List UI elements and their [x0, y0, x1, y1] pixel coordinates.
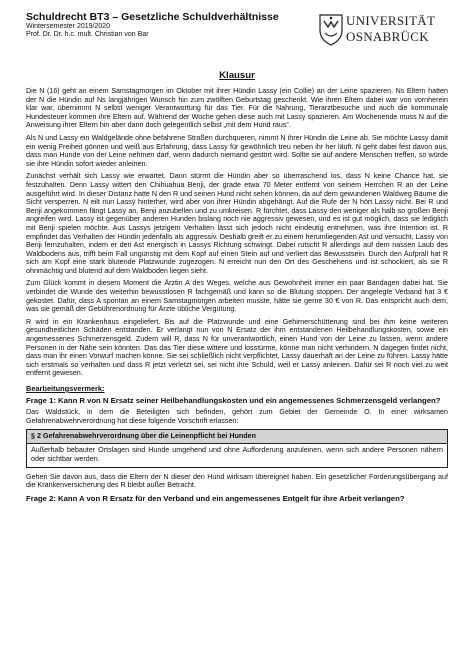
- semester-label: Wintersemester 2019/2020: [26, 23, 111, 30]
- course-title: Schuldrecht BT3 – Gesetzliche Schuldverhältnisse: [26, 11, 279, 23]
- page-header: [26, 11, 448, 51]
- assumption-note: Gehen Sie davon aus, dass die Eltern der N dieser den Hund wirksam übereignet haben. Ein gesetzlicher Forderungsübergang auf die Krankenversicherung des R bleibt außer Betracht.: [26, 472, 448, 490]
- crest-icon: [318, 12, 344, 46]
- university-logo: [318, 12, 448, 48]
- question-1: Frage 1: Kann R von N Ersatz seiner Heilbehandlungskosten und ein angemessenes Schmerzensgeld verlangen?: [26, 396, 441, 405]
- question-1-context: Das Waldstück, in dem die Beteiligten sich befinden, gehört zum Gebiet der Gemeinde O. In einer wirksamen Gefahrenabwehrverordnung hat diese folgende Vorschrift erlassen:: [26, 408, 448, 425]
- paragraph: Zum Glück kommt in diesem Moment die Ärztin A des Weges, welche aus Gewohnheit immer ein paar Bandagen dabei hat. Sie verbindet die Wunde des weiterhin bewusstlosen R fachgemäß und kann so die Blutung stoppen. Der angelegte Verband hat 3 € gekostet. Dafür, dass A spontan an einem Samstagmorgen arbeiten musste, hätte sie gerne 30 € von R. Das entspricht auch dem, was sie gemäß der Gebührenordnung für Ärzte übliche Vergütung.: [26, 279, 448, 314]
- logo-wordmark-line2: OSNABRÜCK: [346, 29, 429, 44]
- regulation-text: Außerhalb bebauter Ortslagen sind Hunde umgehend und ohne Aufforderung anzuleinen, wenn sich andere Personen nähern oder sichtbar werden.: [31, 446, 443, 463]
- document-title: Klausur: [219, 70, 255, 81]
- professor-label: Prof. Dr. Dr. h.c. mult. Christian von Bar: [26, 31, 149, 39]
- paragraph: Als N und Lassy ein Waldgelände ohne befahrene Straßen durchqueren, nimmt N ihrer Hündin die Leine ab. Sie möchte Lassy damit ein wenig Freiheit gönnen und weiß aus Erfahrung, dass Lassy für gewöhnlich treu neben ihr her läuft. N geht dabei fest davon aus, dass man Hunde von der Leine nehmen darf, wenn dadurch niemand gestört wird. Sollte sie auf andere Menschen treffen, so würde sie ihre Hündin sofort wieder anleinen.: [26, 133, 448, 168]
- question-2: Frage 2: Kann A von R Ersatz für den Verband und ein angemessenes Entgelt für ihre Arbeit verlangen?: [26, 493, 405, 503]
- logo-wordmark-line1: UNIVERSITÄT: [346, 13, 436, 28]
- bearbeitungsvermerk-heading: Bearbeitungsvermerk:: [26, 384, 105, 393]
- paragraph: Die N (16) geht an einem Samstagmorgen im Oktober mit ihrer Hündin Lassy (ein Collie) an der Leine spazieren. Ns Eltern hatten der N die Hündin auf Ns langjährigen Wunsch hin zum zwölften Geburtstag geschenkt. Wie ihren Eltern dabei war von vornherein klar war, übernimmt N selbst weniger Verantwortung für das Tier. Für die Nahrung, Tierarztbesuche und auch die kommunale Hundesteuer kommen ihre Eltern auf. Während der Woche gehen diese auch mit Lassy spazieren. Am Wochenende muss N auf die Anweisung ihrer Eltern hin aber dann doch gelegentlich selbst „mit dem Hund raus“.: [26, 87, 448, 130]
- regulation-box: [26, 429, 448, 467]
- paragraph: R wird in ein Krankenhaus eingeliefert. Bis auf die Platzwunde und eine Gehirnerschütterung sind bei ihm keine weiteren gesundheitlichen Schäden entstanden. Er verlangt nun von N Ersatz der ihm entstandenen Heilbehandlungskosten, sowie ein angemessenes Schmerzensgeld. Zudem will R, dass N für unverantwortlich, einen Hund von der Leine zu lassen, wenn andere Personen in der Nähe sein könnten. Das das Tier diese wittere und losstürme, könne man nicht verhindern. N dagegen findet nicht, dass man ihr einen Vorwurf machen könne. Sie sei schließlich nicht verpflichtet, Lassy dauerhaft an der Leine zu führen. Lassy hätte sich erstmals so verhalten und dass R jetzt verletzt sei, sei nicht ihre Schuld, weil er Lassy anleinen. Dafür sei R noch viel zu weit entfernt gewesen.: [26, 317, 448, 378]
- paragraph: Zunächst verhält sich Lassy wie erwartet. Dann stürmt die Hündin aber so überraschend los, dass N keine Chance hat, sie festzuhalten. Denn Lassy wittert den Chihuahua Benji, der grade etwa 70 Meter entfernt von seinem Herrchen R an der Leine ausgeführt wird. In dieser Distanz hatte N den R und seinen Hund nicht sehen können, da auf dem gewundenen Waldweg Bäume die Sicht versperren. N eilt nun Lassy hinterher, wird aber von ihrer Hündin abgehängt. Auf die Rufe der N hört Lassy nicht. Bei R und Benji angekommen fängt Lassy an, Benji anzubellen und zu umkreisen. R fürchtet, dass Lassy den weniger als halb so großen Benji angreifen wird. Lassy ist gegenüber anderen Hunden bislang noch nie aggressiv gewesen, und es ist gut möglich, dass sie lediglich mit Benji spielen möchte. Aus Lassys jetzigem Verhalten lässt sich jedoch nicht eindeutig entnehmen, was ihre Intention ist. R empfindet das Verhalten der Hündin jedenfalls als aggressiv. Deshalb greift er zu einem herumliegenden Ast und versucht, Lassy von Benji fernzuhalten, indem er den Ast energisch in Lassys Richtung schwingt. Dabei rutscht R allerdings auf dem nassen Laub des Waldbodens aus, trifft beim Fall ungünstig mit dem Kopf auf einen Stein auf und verliert das Bewusstsein. Durch den Aufprall hat R sich am Kopf eine stark blutende Platzwunde zugezogen. N erreicht nun den Ort des Geschehens und ist schockiert, als sie R ohnmächtig und blutend auf dem Waldboden liegen sieht.: [26, 172, 448, 275]
- regulation-title: § 2 Gefahrenabwehrverordnung über die Leinenpflicht bei Hunden: [27, 430, 447, 444]
